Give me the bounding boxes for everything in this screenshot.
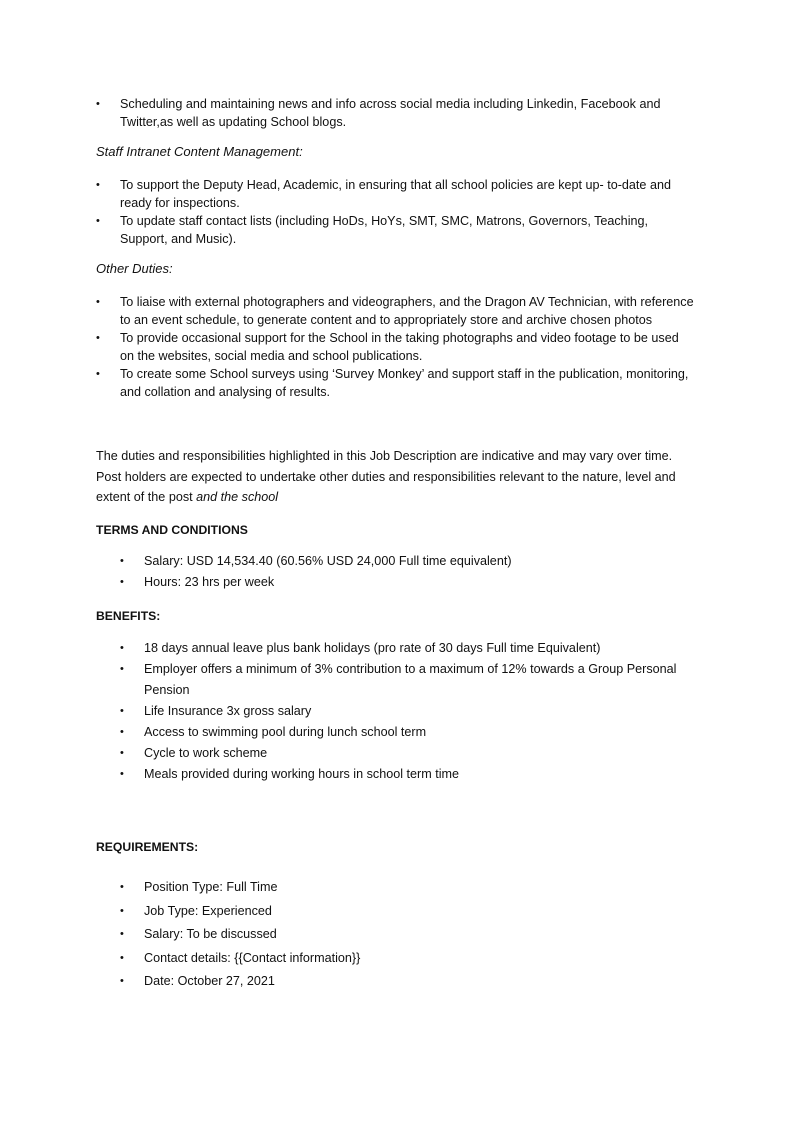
section-heading-intranet: Staff Intranet Content Management: (96, 144, 303, 159)
section-heading-terms: TERMS AND CONDITIONS (96, 523, 248, 537)
bullet-icon: • (120, 747, 124, 759)
disclaimer-text: The duties and responsibilities highlighted in this Job Description are indicative and may vary over time. Post holders are expected to undertake other duties and responsibilities relevant to the nature, level and extent of the post (96, 449, 676, 504)
bullet-icon: • (96, 179, 100, 191)
bullet-icon: • (120, 904, 124, 917)
bullet-icon: • (120, 768, 124, 780)
bullet-icon: • (96, 296, 100, 308)
list-item (120, 876, 680, 900)
intranet-list (96, 176, 696, 248)
section-heading-benefits: BENEFITS: (96, 609, 161, 623)
list-item (120, 900, 680, 924)
list-item (96, 329, 696, 365)
benefits-list (120, 638, 680, 785)
bullet-icon: • (96, 368, 100, 380)
list-item (120, 970, 680, 994)
list-item-text: Salary: USD 14,534.40 (60.56% USD 24,000 Full time equivalent) (144, 554, 512, 568)
list-item-text: Salary: To be discussed (144, 927, 277, 941)
list-item-text: Hours: 23 hrs per week (144, 575, 275, 589)
list-item (120, 947, 680, 971)
section-heading-requirements: REQUIREMENTS: (96, 840, 199, 854)
list-item-text: To create some School surveys using ‘Survey Monkey’ and support staff in the publication, monitoring, and collation and analysing of results. (120, 367, 689, 399)
bullet-icon: • (96, 332, 100, 344)
disclaimer-paragraph (96, 446, 696, 508)
list-item-text: To liaise with external photographers and videographers, and the Dragon AV Technician, with reference to an event schedule, to generate content and to appropriately store and archive chosen photos (120, 295, 694, 327)
bullet-icon: • (120, 928, 124, 940)
list-item-text: To update staff contact lists (including HoDs, HoYs, SMT, SMC, Matrons, Governors, Teaching, Support, and Music). (120, 214, 648, 246)
bullet-icon: • (120, 642, 124, 654)
list-item (120, 722, 680, 743)
bullet-icon: • (120, 726, 124, 738)
list-item (96, 95, 696, 131)
terms-list (120, 551, 680, 593)
section-heading-other-duties: Other Duties: (96, 261, 173, 276)
list-item-text: Access to swimming pool during lunch school term (144, 725, 427, 739)
bullet-icon: • (120, 881, 124, 893)
list-item-text: Job Type: Experienced (144, 903, 272, 918)
bullet-icon: • (120, 951, 124, 964)
disclaimer-tail: and the school (196, 490, 279, 504)
bullet-icon: • (120, 555, 124, 567)
list-item (96, 293, 696, 329)
list-item-text: To provide occasional support for the School in the taking photographs and video footage to be used on the websites, social media and school publications. (120, 331, 679, 363)
bullet-icon: • (120, 705, 124, 717)
other-duties-list (96, 293, 696, 401)
list-item-text: Employer offers a minimum of 3% contribution to a maximum of 12% towards a Group Personal Pension (144, 662, 677, 697)
requirements-list (120, 876, 680, 994)
bullet-icon: • (96, 215, 100, 227)
list-item-text: To support the Deputy Head, Academic, in ensuring that all school policies are kept up- to-date and ready for inspections. (120, 178, 671, 210)
list-item (96, 176, 696, 212)
list-item (120, 659, 680, 701)
social-media-list (96, 95, 696, 131)
list-item (120, 638, 680, 659)
bullet-icon: • (120, 576, 124, 588)
list-item (120, 551, 680, 572)
list-item-text: Contact details: {{Contact information}} (144, 950, 361, 965)
list-item-text: Meals provided during working hours in school term time (144, 767, 459, 781)
bullet-icon: • (96, 98, 100, 110)
list-item-text: Life Insurance 3x gross salary (144, 704, 312, 718)
list-item-text: Scheduling and maintaining news and info across social media including Linkedin, Facebook and Twitter,as well as updating School blogs. (120, 97, 661, 129)
list-item (120, 743, 680, 764)
list-item-text: Cycle to work scheme (144, 746, 268, 760)
bullet-icon: • (120, 975, 124, 987)
bullet-icon: • (120, 663, 124, 675)
list-item (120, 572, 680, 593)
list-item (96, 212, 696, 248)
list-item-text: Date: October 27, 2021 (144, 974, 275, 988)
list-item (120, 701, 680, 722)
list-item (120, 764, 680, 785)
list-item (96, 365, 696, 401)
list-item-text: Position Type: Full Time (144, 880, 278, 894)
list-item (120, 923, 680, 947)
list-item-text: 18 days annual leave plus bank holidays (pro rate of 30 days Full time Equivalent) (144, 641, 601, 655)
